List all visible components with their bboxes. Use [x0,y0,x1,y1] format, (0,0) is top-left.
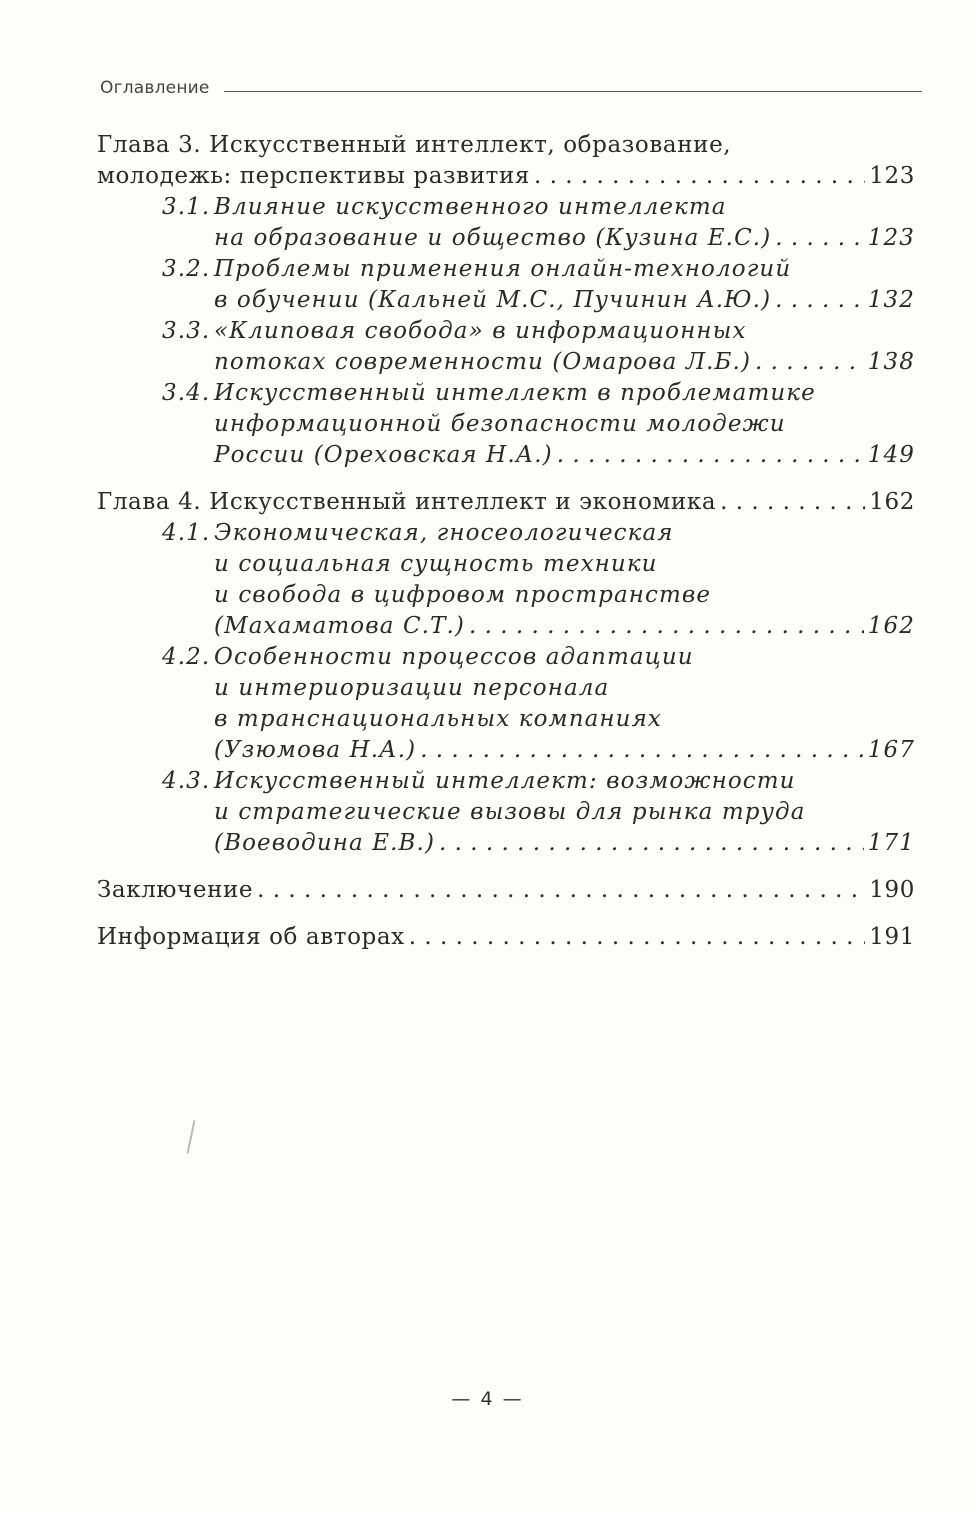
toc-section-3-1[interactable] [97,192,915,254]
dot-leader [720,487,865,518]
section-entry-line [97,285,915,316]
section-title-text: Особенности процессов адаптации [214,644,694,670]
pencil-mark [186,1120,195,1154]
page-ref: 132 [867,287,915,313]
dot-leader [557,440,864,471]
section-title-line: в транснациональных компаниях [214,706,662,732]
section-title-text: потоках современности (Омарова Л.Б.) [214,349,752,375]
toc-conclusion [97,875,915,906]
dot-leader [439,828,864,859]
dot-leader [420,735,864,766]
running-header-title: Оглавление [100,78,210,98]
page-ref: 123 [869,163,915,189]
section-number: 3.1. [162,194,211,220]
section-title-line [97,192,915,223]
dot-leader [755,347,864,378]
header-rule [224,91,922,92]
chapter-title-line: Глава 4. Искусственный интеллект и экономика [97,489,717,515]
section-title-line [97,378,915,409]
dot-leader [257,875,865,906]
page-ref: 167 [867,737,915,763]
section-entry-line [97,735,915,766]
dot-leader [775,285,864,316]
toc-section-4-2[interactable] [97,642,915,766]
section-number: 3.3. [162,318,211,344]
section-number: 4.3. [162,768,211,794]
section-title-text: (Воеводина Е.В.) [214,830,436,856]
section-entry-line [97,828,915,859]
section-entry-line [97,440,915,471]
dot-leader [469,611,864,642]
page-ref: 123 [867,225,915,251]
section-entry-line [97,611,915,642]
section-title-line [97,254,915,285]
toc-authors [97,922,915,953]
chapter-title-line: Глава 3. Искусственный интеллект, образование, [97,132,732,158]
section-title-text: (Махаматова С.Т.) [214,613,466,639]
toc-section-3-3[interactable] [97,316,915,378]
section-entry-line [97,347,915,378]
section-entry-line [97,223,915,254]
toc-chapter-4 [97,487,915,859]
dot-leader [775,223,864,254]
section-title-line [97,766,915,797]
page-ref: 191 [869,924,915,950]
section-title-line [97,316,915,347]
section-title-text: (Узюмова Н.А.) [214,737,417,763]
section-number: 4.2. [162,644,211,670]
section-title-line [97,642,915,673]
running-header [100,78,922,98]
page-ref: 162 [867,613,915,639]
section-title-line: и социальная сущность техники [214,551,658,577]
page-ref: 190 [869,877,915,903]
section-title-text: Проблемы применения онлайн-технологий [214,256,792,282]
toc-section-3-4[interactable] [97,378,915,471]
toc-section-4-1[interactable] [97,518,915,642]
section-title-line: и стратегические вызовы для рынка труда [214,799,806,825]
section-number: 4.1. [162,520,211,546]
dot-leader [409,922,866,953]
authors-entry-line[interactable] [97,922,915,953]
section-number: 3.4. [162,380,211,406]
section-title-text: Искусственный интеллект: возможности [214,768,796,794]
page-ref: 138 [867,349,915,375]
section-title-line [97,518,915,549]
section-title-line: и свобода в цифровом пространстве [214,582,712,608]
section-title-text: на образование и общество (Кузина Е.С.) [214,225,772,251]
table-of-contents [97,130,915,953]
section-title-text: Искусственный интеллект в проблематике [214,380,816,406]
section-title-line: информационной безопасности молодежи [214,411,786,437]
page-ref: 149 [867,442,915,468]
section-title-text: Влияние искусственного интеллекта [214,194,727,220]
page-ref: 162 [869,489,915,515]
conclusion-title: Заключение [97,877,254,903]
section-title-text: России (Ореховская Н.А.) [214,442,553,468]
toc-section-4-3[interactable] [97,766,915,859]
toc-chapter-3 [97,130,915,471]
chapter-entry-line[interactable] [97,487,915,518]
section-title-text: в обучении (Кальней М.С., Пучинин А.Ю.) [214,287,772,313]
toc-section-3-2[interactable] [97,254,915,316]
section-number: 3.2. [162,256,211,282]
dot-leader [534,161,865,192]
page-number: — 4 — [451,1388,524,1410]
chapter-entry-line[interactable] [97,161,915,192]
section-title-line: и интериоризации персонала [214,675,610,701]
page-ref: 171 [867,830,915,856]
section-title-text: «Клиповая свобода» в информационных [214,318,747,344]
chapter-title-line: молодежь: перспективы развития [97,163,531,189]
conclusion-entry-line[interactable] [97,875,915,906]
section-title-text: Экономическая, гносеологическая [214,520,674,546]
authors-title: Информация об авторах [97,924,405,950]
